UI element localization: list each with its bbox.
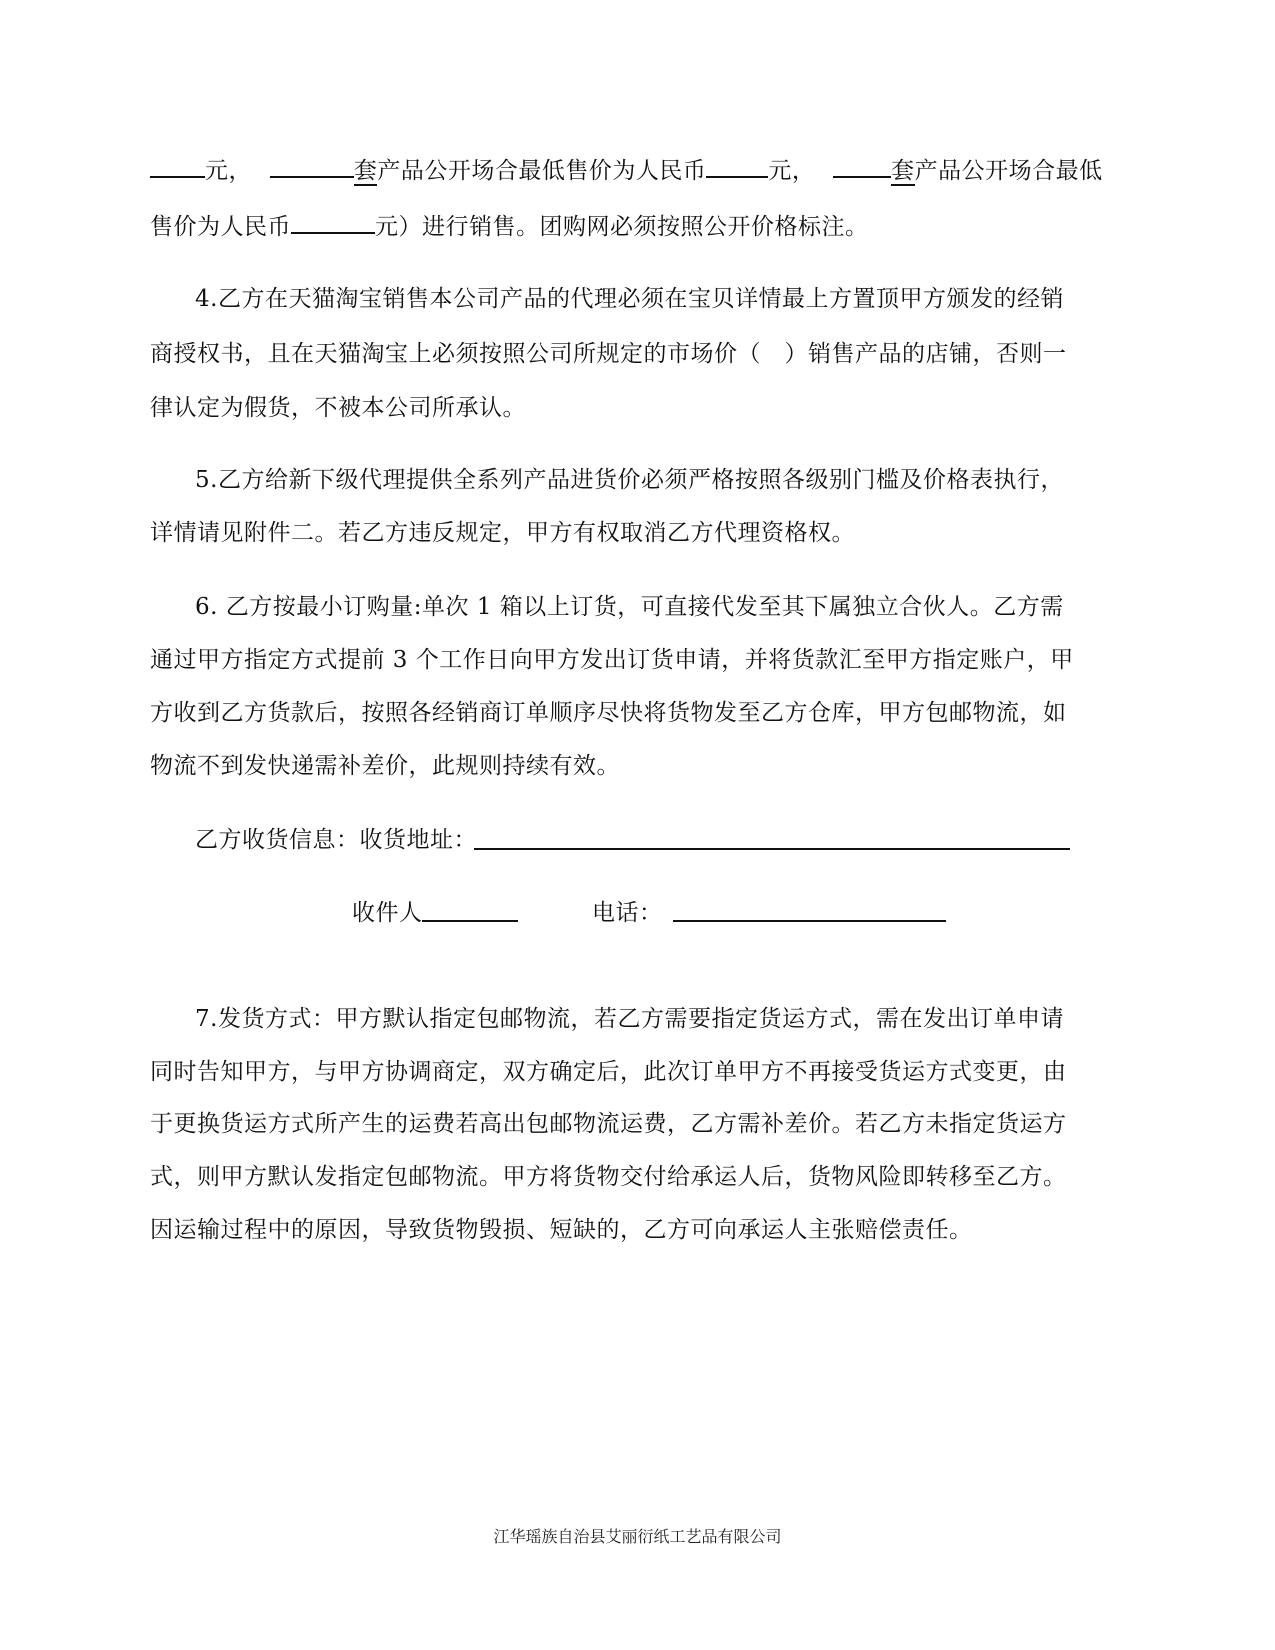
footer-company-name: 江华瑶族自治县艾丽衍纸工艺品有限公司 bbox=[493, 1527, 782, 1546]
section4-line-2: 商授权书，且在天猫淘宝上必须按照公司所规定的市场价（ ）销售产品的店铺，否则一 bbox=[150, 341, 1067, 367]
section6-line-4: 物流不到发快递需补差价，此规则持续有效。 bbox=[150, 753, 620, 779]
phone-fill-line bbox=[673, 920, 946, 922]
section7-line-4: 式，则甲方默认发指定包邮物流。甲方将货物交付给承运人后，货物风险即转移至乙方。 bbox=[150, 1164, 1067, 1190]
section7-line-5: 因运输过程中的原因，导致货物毁损、短缺的，乙方可向承运人主张赔偿责任。 bbox=[150, 1217, 973, 1243]
section3-line-1 bbox=[150, 154, 1125, 186]
text-fragment: 套 bbox=[353, 158, 378, 184]
section3-line-2 bbox=[150, 210, 1125, 242]
section5-line-1: 5.乙方给新下级代理提供全系列产品进货价必须严格按照各级别门槛及价格表执行， bbox=[195, 467, 1064, 493]
text-fragment: 产品公开场合最低 bbox=[914, 158, 1103, 184]
text-fragment: 产品公开场合最低售价为人民币 bbox=[377, 158, 707, 184]
phone-label: 电话： bbox=[592, 900, 663, 926]
price-blank bbox=[706, 154, 768, 178]
text-fragment: 套 bbox=[891, 158, 915, 184]
text-fragment: 元， bbox=[768, 158, 816, 184]
price-blank bbox=[150, 154, 205, 178]
recipient-label: 收件人 bbox=[352, 900, 423, 926]
section7-line-1: 7.发货方式：甲方默认指定包邮物流，若乙方需要指定货运方式，需在发出订单申请 bbox=[195, 1006, 1064, 1032]
section6-line-1: 6. 乙方按最小订购量:单次 1 箱以上订货，可直接代发至其下属独立合伙人。乙方需 bbox=[195, 594, 1064, 620]
section7-line-3: 于更换货运方式所产生的运费若高出包邮物流运费，乙方需补差价。若乙方未指定货运方 bbox=[150, 1111, 1067, 1137]
section4-line-3: 律认定为假货，不被本公司所承认。 bbox=[150, 395, 526, 421]
quantity-blank bbox=[270, 154, 354, 178]
section7-line-2: 同时告知甲方，与甲方协调商定，双方确定后，此次订单甲方不再接受货运方式变更，由 bbox=[150, 1059, 1067, 1085]
text-fragment: 元）进行销售。团购网必须按照公开价格标注。 bbox=[375, 214, 869, 240]
address-fill-line bbox=[474, 848, 1070, 850]
section4-line-1: 4.乙方在天猫淘宝销售本公司产品的代理必须在宝贝详情最上方置顶甲方颁发的经销 bbox=[195, 286, 1064, 312]
recipient-fill-line bbox=[422, 920, 518, 922]
section5-line-2: 详情请见附件二。若乙方违反规定，甲方有权取消乙方代理资格权。 bbox=[150, 520, 855, 546]
price-blank bbox=[291, 210, 375, 234]
text-fragment: 元， bbox=[205, 158, 252, 184]
text-fragment: 售价为人民币 bbox=[150, 214, 291, 240]
receiving-address-label: 乙方收货信息：收货地址： bbox=[195, 827, 477, 853]
section6-line-3: 方收到乙方货款后，按照各经销商订单顺序尽快将货物发至乙方仓库，甲方包邮物流，如 bbox=[150, 700, 1067, 726]
quantity-blank bbox=[833, 154, 891, 178]
section6-line-2: 通过甲方指定方式提前 3 个工作日向甲方发出订货申请，并将货款汇至甲方指定账户，甲 bbox=[150, 647, 1074, 673]
